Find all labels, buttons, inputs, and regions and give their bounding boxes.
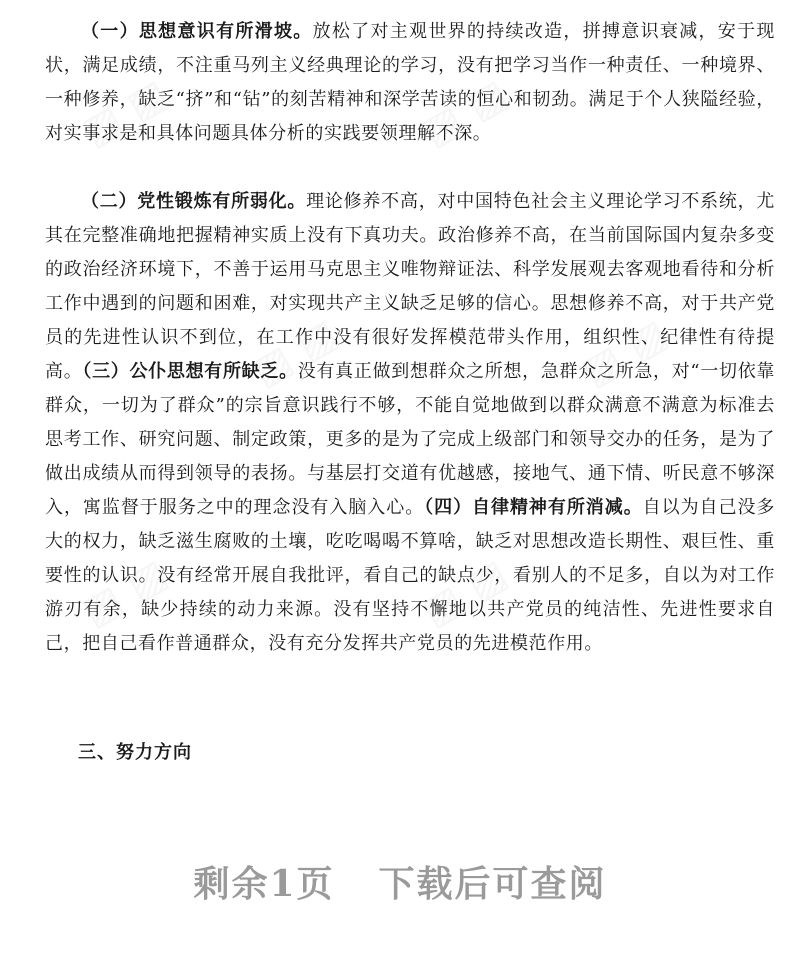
watermark: ▨ ▨ (244, 310, 346, 396)
paragraph-ideology (45, 15, 775, 151)
remaining-pages-label: 剩余1页 (193, 863, 335, 905)
paragraph-text: 放松了对主观世界的持续改造，拼搏意识衰减，安于现状，满足成绩，不注重马列主义经典理论的学习，没有把学习当作一种责任、一种境界、一种修养，缺乏“挤”和“钻”的刻苦精神和深学苦读的恒心和韧劲。满足于个人狭隘经验，对实事求是和具体问题具体分析的实践要领理解不深。 (45, 21, 775, 144)
watermark: ▨ ▨ (414, 70, 516, 156)
download-to-view-label: 下载后可查阅 (378, 863, 607, 905)
section-heading: 三、努力方向 (78, 742, 192, 763)
paragraph-party-spirit (45, 185, 775, 661)
watermark: ▨ ▨ (74, 550, 176, 636)
paragraph-text: 自以为自己没多大的权力，缺乏滋生腐败的土壤，吃吃喝喝不算啥，缺乏对思想改造长期性、艰巨性、重要性的认识。没有经常开展自我批评，看自己的缺点少，看别人的不足多，自以为对工作游刃有余，缺少持续的动力来源。没有坚持不懈地以共产党员的纯洁性、先进性要求自己，把自己看作普通群众，没有充分发挥共产党员的先进模范作用。 (45, 497, 776, 654)
download-prompt[interactable] (0, 856, 800, 907)
paragraph-text: 没有真正做到想群众之所想，急群众之所急，对“一切依靠群众，一切为了群众”的宗旨意识践行不够，不能自觉地做到以群众满意不满意为标准去思考工作、研究问题、制定政策，更多的是为了完成上级部门和领导交办的任务，是为了做出成绩从而得到领导的表扬。与基层打交道有优越感，接地气、通下情、听民意不够深入，寓监督于服务之中的理念没有入脑入心。 (45, 361, 776, 518)
paragraph-text: 理论修养不高，对中国特色社会主义理论学习不系统，尤其在完整准确地把握精神实质上没有下真功夫。政治修养不高，在当前国际国内复杂多变的政治经济环境下，不善于运用马克思主义唯物辩证法、科学发展观去客观地看待和分析工作中遇到的问题和困难，对实现共产主义缺乏足够的信心。思想修养不高，对于共产党员的先进性认识不到位，在工作中没有很好发挥模范带头作用，组织性、纪律性有待提高。 (45, 191, 776, 382)
paragraph-heading: （二）党性锻炼有所弱化。 (81, 191, 307, 212)
paragraph-heading: （一）思想意识有所滑坡。 (81, 21, 313, 42)
watermark: ▨ ▨ (414, 550, 516, 636)
paragraph-heading: （四）自律精神有所消减。 (424, 497, 643, 518)
watermark: ▨ ▨ (74, 70, 176, 156)
paragraph-heading: （三）公仆思想有所缺乏。 (82, 361, 298, 382)
watermark: ▨ ▨ (574, 310, 676, 396)
